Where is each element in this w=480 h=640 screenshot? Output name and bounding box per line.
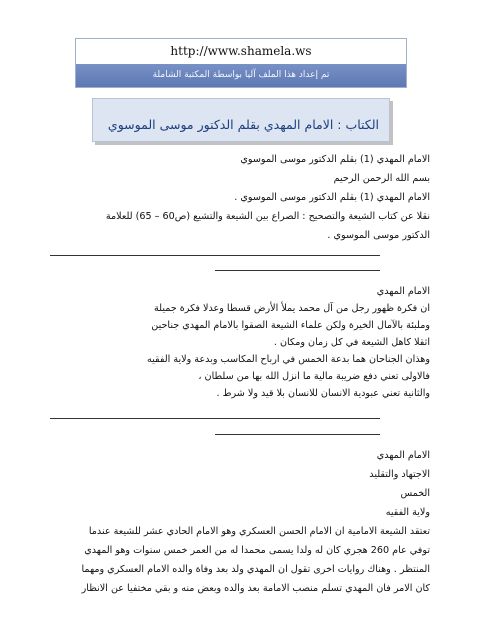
text-line: فالاولى تعني دفع ضريبة مالية ما انزل الله بها من سلطان ،: [198, 371, 430, 382]
text-line: نقلا عن كتاب الشيعة والتصحيح : الصراع بين الشيعة والتشيع (ص60 – 65) للعلامة: [105, 211, 430, 222]
header-url[interactable]: http://www.shamela.ws: [170, 44, 312, 58]
header-box: [75, 38, 407, 88]
imamate-section: [50, 446, 430, 598]
text-line: المنتظر . وهناك روايات اخرى تقول ان المهدي ولد بعد وفاة والده الامام العسكري ومهما: [81, 564, 430, 575]
text-line: وهذان الجناحان هما بدعة الخمس في ارباح المكاسب وبدعة ولاية الفقيه: [146, 354, 430, 365]
text-line: الامام المهدي (1) بقلم الدكتور موسى الموسوي: [240, 154, 430, 165]
text-line: الاجتهاد والتقليد: [369, 469, 430, 480]
text-line: ان فكرة ظهور رجل من آل محمد يملأ الأرض قسطا وعدلا فكرة جميلة: [154, 303, 430, 314]
mahdi-section: [50, 283, 430, 402]
header-subtitle: تم إعداد هذا الملف آليا بواسطة المكتبة الشاملة: [76, 64, 406, 87]
divider-short: [215, 434, 380, 435]
text-line: الامام المهدي: [376, 450, 430, 461]
text-line: الدكتور موسى الموسوي .: [327, 230, 430, 241]
divider-long: [50, 418, 380, 419]
book-title-box: [92, 98, 390, 142]
intro-section: [50, 150, 430, 245]
text-line: والثانية تعني عبودية الانسان للانسان بلا قيد ولا شرط .: [216, 388, 430, 399]
text-line: الامام المهدي: [376, 286, 430, 297]
text-line: اثقلا كاهل الشيعة في كل زمان ومكان .: [273, 337, 430, 348]
divider-short: [215, 270, 380, 271]
text-line: تعتقد الشيعة الامامية ان الامام الحسن العسكري وهو الامام الحادي عشر للشيعة عندما: [88, 526, 430, 537]
book-title: الكتاب : الامام المهدي بقلم الدكتور موسى الموسوي: [107, 117, 379, 132]
text-line: ولاية الفقيه: [385, 507, 430, 518]
text-line: وملبئة بالآمال الخيرة ولكن علماء الشيعة الصقوا بالامام المهدي جناحين: [151, 320, 430, 331]
text-line: كان الامر فان المهدي تسلم منصب الامامة بعد والده وبعض منه و بقي مختفيا عن الانظار: [81, 583, 430, 594]
text-line: الخمس: [400, 488, 430, 499]
text-line: بسم الله الرحمن الرحيم: [333, 173, 430, 184]
text-line: توفي عام 260 هجري كان له ولدا يسمى محمدا له من العمر خمس سنوات وهو المهدي: [84, 545, 430, 556]
text-line: الامام المهدي (1) بقلم الدكتور موسى الموسوي .: [234, 192, 430, 203]
divider-long: [50, 255, 380, 256]
